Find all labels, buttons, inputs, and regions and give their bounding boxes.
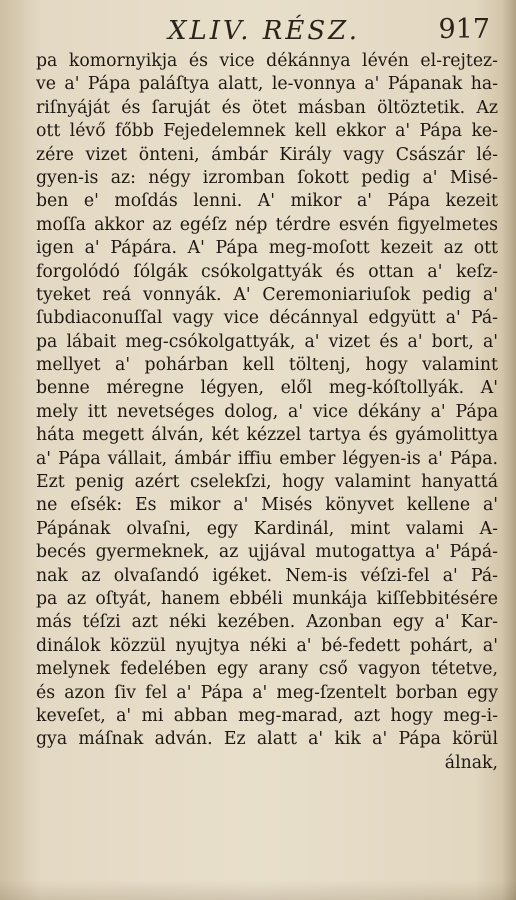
running-head bbox=[0, 14, 516, 48]
text-line: Pápának olvaſni, egy Kardinál, mint valami A- bbox=[36, 518, 498, 539]
page-edge-shadow bbox=[502, 0, 516, 900]
text-line: pa komornyikja és vice dékánnya lévén el-rejtez- bbox=[36, 51, 498, 71]
page-number: 917 bbox=[438, 14, 490, 45]
text-line: pa lábait meg-csókolgattyák, a' vizet és a' bort, a' bbox=[36, 331, 498, 352]
text-line: melynek fedelében egy arany cső vagyon tétetve, bbox=[36, 659, 498, 680]
text-line: pa az oſtyát, hanem ebbéli munkája kiſſebbitésére bbox=[36, 588, 498, 609]
text-line: és azon ſiv fel a' Pápa a' meg-ſzentelt borban egy bbox=[36, 682, 498, 703]
text-line: nak az olvaſandó igéket. Nem-is véſzi-fel a' Pá- bbox=[36, 565, 498, 586]
text-line: becés gyermeknek, az ujjával mutogattya a' Pápá- bbox=[36, 542, 498, 563]
text-line: ne eſsék: Es mikor a' Misés könyvet kellene a' bbox=[36, 495, 498, 516]
text-line: álnak, bbox=[444, 752, 498, 773]
text-line: ben e' moſdás lenni. A' mikor a' Pápa kezeit bbox=[36, 191, 498, 212]
text-line: igen a' Pápára. A' Pápa meg-moſott kezeit az ott bbox=[36, 238, 498, 259]
body-text bbox=[36, 50, 498, 775]
text-line: mellyet a' pohárban kell töltenj, hogy valamint bbox=[36, 355, 498, 376]
text-line: ott lévő főbb Fejedelemnek kell ekkor a' Pápa ke- bbox=[36, 121, 498, 142]
text-line: dinálok közzül nyujtya néki a' bé-fedett pohárt, a' bbox=[36, 635, 498, 656]
text-line: más téſzi azt néki kezében. Azonban egy a' Kar- bbox=[36, 612, 498, 633]
text-line: háta megett álván, két kézzel tartya és gyámolittya bbox=[36, 425, 498, 446]
text-line: gyen-is az: négy izromban ſokott pedig a' Misé- bbox=[36, 167, 498, 188]
text-line: tyeket reá vonnyák. A' Ceremoniariuſok pedig a' bbox=[36, 284, 498, 305]
text-line: gya máſnak adván. Ez alatt a' kik a' Pápa körül bbox=[36, 729, 498, 750]
text-line: moſſa akkor az egéſz nép térdre esvén figyelmetes bbox=[36, 214, 498, 235]
text-line: a' Pápa vállait, ámbár iffiu ember légyen-is a' Pápa. bbox=[36, 448, 498, 469]
text-line: benne méregne légyen, elől meg-kóſtollyák. A' bbox=[36, 378, 498, 399]
text-line: mely itt nevetséges dolog, a' vice dékány a' Pápa bbox=[36, 401, 498, 422]
text-line: keveſet, a' mi abban meg-marad, azt hogy meg-i- bbox=[36, 705, 498, 726]
text-line: ve a' Pápa paláſtya alatt, le-vonnya a' Pápanak ha- bbox=[36, 74, 498, 95]
text-line: zére vizet önteni, ámbár Király vagy Császár lé- bbox=[36, 144, 498, 165]
text-line: Ezt penig azért cselekſzi, hogy valamint hanyattá bbox=[36, 472, 498, 493]
chapter-heading: XLIV. RÉSZ. bbox=[168, 16, 361, 46]
text-line: ſubdiaconuſſal vagy vice décánnyal edgyütt a' Pá- bbox=[36, 308, 498, 329]
text-line: riſnyáját és ſaruját és ötet másban öltöztetik. Az bbox=[36, 97, 498, 118]
text-line: forgolódó ſólgák csókolgattyák és ottan a' keſz- bbox=[36, 261, 498, 282]
page-bottom-shadow bbox=[0, 880, 516, 900]
